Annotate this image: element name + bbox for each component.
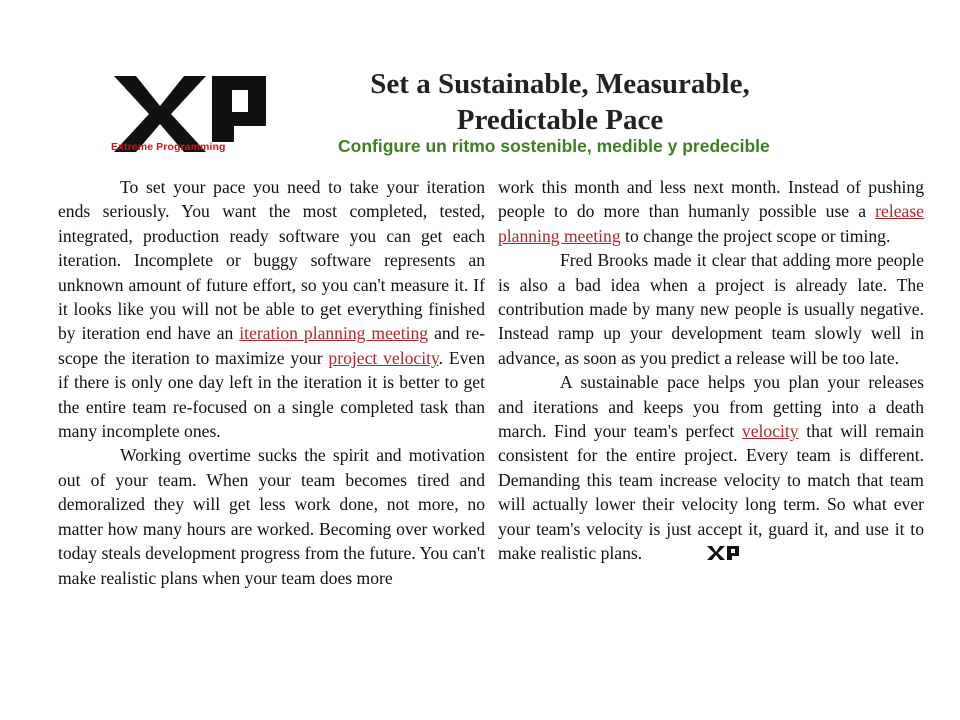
text-segment: work this month and less next month. Instead of pushing people to do more than humanly possible use a bbox=[498, 177, 924, 222]
title-line-1: Set a Sustainable, Measurable, bbox=[370, 68, 750, 100]
text-segment: . Even if there is only one day left in the iteration it is better to get the entire team re-focused on a single completed task than many incomplete ones. bbox=[58, 347, 485, 442]
left-column bbox=[58, 175, 485, 590]
paragraph-overtime: Working overtime sucks the spirit and motivation out of your team. When your team becomes tired and demoralized they will get less work done, not more, no matter how many hours are worked. Becoming over worked today steals development progress from the future. You can't make realistic plans when your team does more bbox=[58, 445, 485, 588]
xp-mini-logo-icon bbox=[644, 543, 740, 567]
text-segment: A sustainable pace helps you plan your releases and iterations and keeps you from getting into a death march. Find your team's perfect bbox=[498, 372, 924, 442]
paragraph-iteration-ends bbox=[58, 175, 485, 443]
paragraph-sustainable-pace bbox=[498, 370, 924, 567]
paragraph-continuation bbox=[498, 175, 924, 248]
logo-caption: Extreme Programming bbox=[111, 141, 226, 153]
project-velocity-link[interactable]: project velocity bbox=[328, 347, 439, 368]
right-column bbox=[498, 175, 924, 568]
iteration-planning-meeting-link[interactable]: iteration planning meeting bbox=[239, 323, 429, 344]
paragraph-fred-brooks: Fred Brooks made it clear that adding more people is also a bad idea when a project is already late. The contribution made by many new people is usually negative. Instead ramp up your development team slowly well in advance, as soon as you predict a release will be too late. bbox=[498, 250, 924, 368]
text-segment: and re-scope the iteration to maximize your bbox=[58, 323, 485, 368]
title-line-2: Predictable Pace bbox=[456, 104, 664, 136]
velocity-link[interactable]: velocity bbox=[741, 421, 799, 442]
text-segment: To set your pace you need to take your iteration ends seriously. You want the most completed, tested, integrated, production ready software you can get each iteration. Incomplete or buggy software represents an unknown amount of future effort, so you can't measure it. If it looks like you will not be able to get everything finished by iteration end have an bbox=[58, 177, 485, 344]
translated-subtitle: Configure un ritmo sostenible, medible y predecible bbox=[338, 136, 770, 156]
page-title bbox=[300, 66, 820, 138]
release-planning-meeting-link[interactable]: release planning meeting bbox=[498, 201, 924, 246]
text-segment: to change the project scope or timing. bbox=[620, 225, 891, 246]
text-segment: that will remain consistent for the entire project. Every team is different. Demanding this team increase velocity to match that team will actually lower their velocity long term. So what ever your team's velocity is just accept it, guard it, and use it to make realistic plans. bbox=[498, 421, 925, 564]
